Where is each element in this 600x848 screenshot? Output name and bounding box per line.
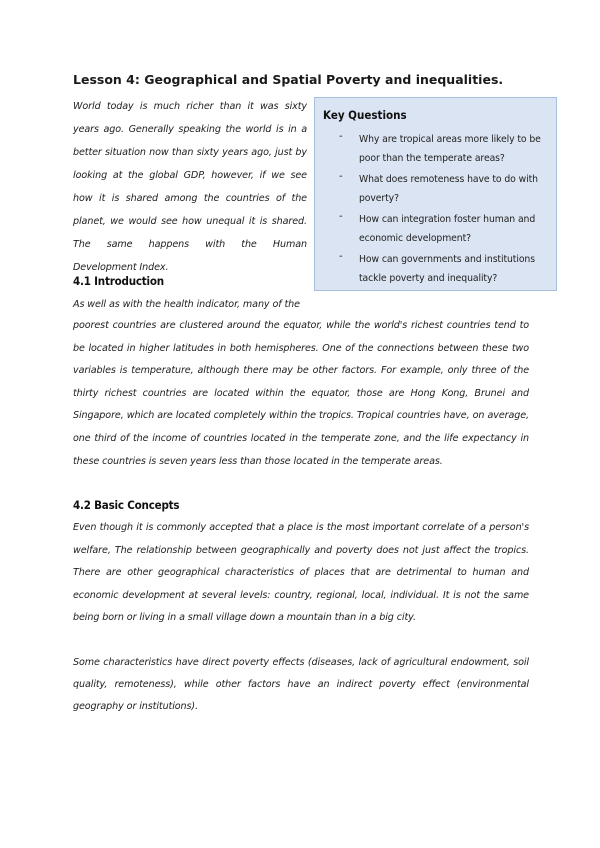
section-heading-basic-concepts: 4.2 Basic Concepts: [73, 498, 180, 512]
bullet-dash: -: [339, 131, 343, 142]
basic-concepts-paragraph-1: Even though it is commonly accepted that a place is the most important correlate of a person's welfare, The relationship between geographically and poverty does not just affect the tropics. There are other geographical characteristics of places that are detrimental to human and economic development at several levels: country, regional, local, individual. It is not the same being born or living in a small village down a mountain than in a big city.: [73, 522, 529, 624]
key-question-item: [315, 131, 555, 171]
key-questions-title: Key Questions: [323, 108, 407, 122]
introduction-text-start: As well as with the health indicator, many of the: [73, 299, 300, 310]
bullet-dash: -: [339, 251, 343, 262]
basic-concepts-paragraph-2: Some characteristics have direct poverty effects (diseases, lack of agricultural endowment, soil quality, remoteness), while other factors have an indirect poverty effect (environmental geography or institutions).: [73, 657, 529, 712]
key-question-item: [315, 171, 555, 211]
key-question-text: What does remoteness have to do with poverty?: [359, 174, 538, 204]
key-question-item: [315, 211, 555, 251]
key-question-item: [315, 251, 555, 291]
key-question-text: How can integration foster human and economic development?: [359, 214, 536, 244]
introduction-text: poorest countries are clustered around the equator, while the world's richest countries tend to be located in higher latitudes in both hemispheres. One of the connections between these two variables is temperature, although there may be other factors. For example, only three of the thirty richest countries are located within the equator, those are Hong Kong, Brunei and Singapore, which are located completely within the tropics. Tropical countries have, on average, one third of the income of countries located in the temperate zone, and the life expectancy in these countries is seven years less than those located in the temperate areas.: [73, 320, 529, 467]
section-heading-introduction: 4.1 Introduction: [73, 274, 164, 288]
key-questions-box: [314, 97, 557, 291]
lesson-title: Lesson 4: Geographical and Spatial Poverty and inequalities.: [73, 72, 504, 87]
intro-paragraph: World today is much richer than it was sixty years ago. Generally speaking the world is in a better situation now than sixty years ago, just by looking at the global GDP, however, if we see how it is shared among the countries of the planet, we would see how unequal it is shared. The same happens with the Human Development Index.: [73, 101, 307, 273]
key-question-text: Why are tropical areas more likely to be poor than the temperate areas?: [359, 134, 541, 164]
key-question-text: How can governments and institutions tackle poverty and inequality?: [359, 254, 535, 284]
bullet-dash: -: [339, 211, 343, 222]
bullet-dash: -: [339, 171, 343, 182]
key-questions-list: [315, 131, 555, 291]
